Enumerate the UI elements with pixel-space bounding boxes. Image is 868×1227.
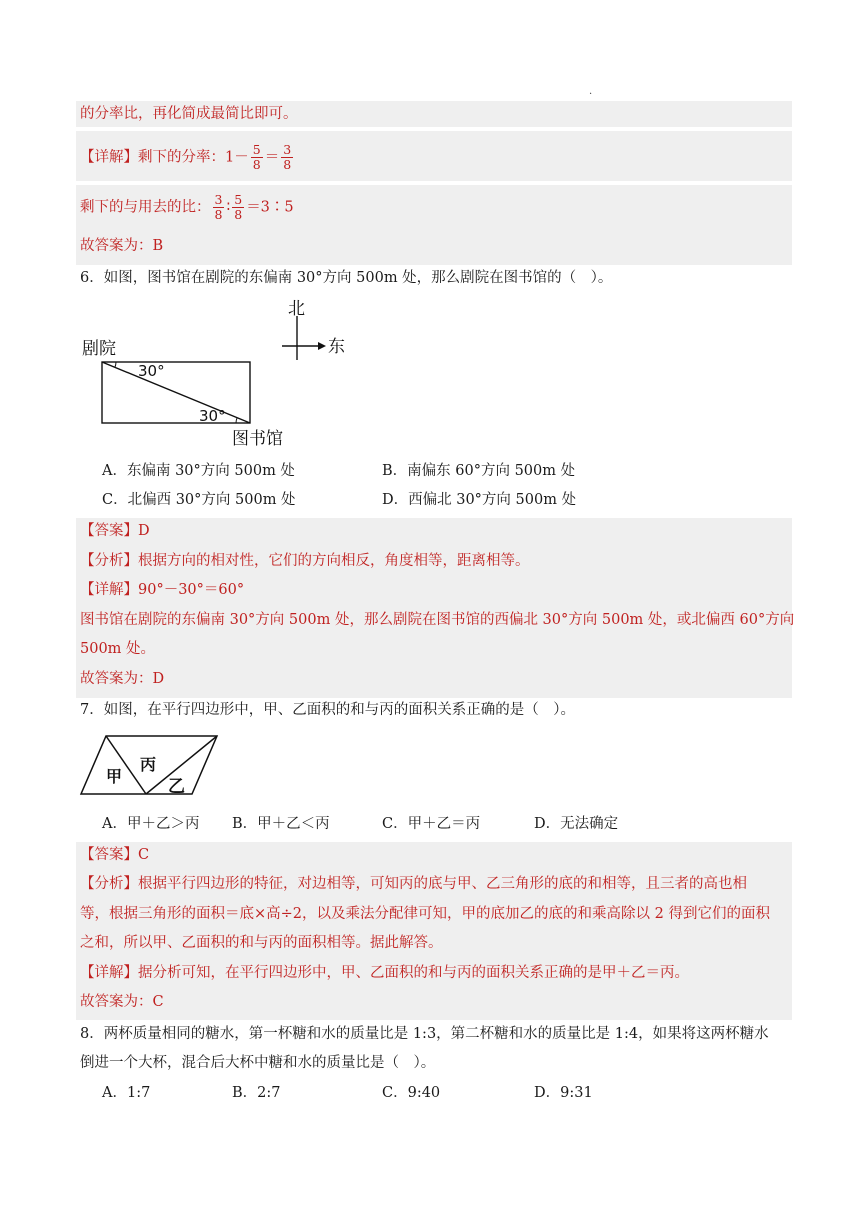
region-yi-label: 乙 — [168, 777, 185, 797]
q5-cont-text: 的分率比，再化简成最简比即可。 — [80, 106, 298, 122]
ratio-colon: ∶ — [226, 199, 231, 216]
q6-option-c: C．北偏西 30°方向 500m 处 — [102, 492, 296, 508]
q8-stem-line2: 倒进一个大杯，混合后大杯中糖和水的质量比是（ ）。 — [80, 1055, 436, 1071]
angle-arc-bottom — [236, 418, 237, 423]
q6-detail: 【详解】90°－30°＝60° — [80, 582, 245, 598]
compass-north-label: 北 — [288, 299, 305, 319]
q5-ratio-line — [80, 193, 294, 222]
q7-option-a: A．甲＋乙＞丙 — [102, 816, 200, 832]
q6-detail2-line2: 500m 处。 — [80, 641, 156, 657]
equals-sign: ＝ — [264, 149, 280, 166]
fraction-5-8-b: $\frac{5}{8}$ — [234, 192, 243, 222]
q7-option-c: C．甲＋乙＝丙 — [382, 816, 481, 832]
fraction-3-8-b: $\frac{3}{8}$ — [214, 192, 223, 222]
q8-option-c: C．9:40 — [382, 1085, 441, 1101]
ratio-prefix: 剩下的与用去的比： — [80, 199, 211, 216]
q7-analysis-line1: 【分析】根据平行四边形的特征，对边相等，可知丙的底与甲、乙三角形的底的和相等，且三者的高也相 — [80, 876, 747, 892]
q8-option-a: A．1:7 — [102, 1085, 151, 1101]
shade-q6-solution — [76, 518, 795, 698]
compass-arrow-icon — [318, 342, 326, 350]
q8-option-d: D．9:31 — [534, 1085, 593, 1101]
detail-label: 【详解】 — [80, 149, 138, 166]
fraction-3-8: $\frac{3}{8}$ — [283, 142, 292, 172]
q7-final: 故答案为：C — [80, 994, 164, 1010]
angle-arc-top — [115, 362, 116, 367]
theater-label: 剧院 — [82, 339, 116, 359]
q7-analysis-line2: 等，根据三角形的面积＝底×高÷2，以及乘法分配律可知，甲的底加乙的底的和乘高除以 2 得到它们的面积 — [80, 906, 770, 922]
q7-detail: 【详解】据分析可知，在平行四边形中，甲、乙面积的和与丙的面积关系正确的是甲＋乙＝丙。 — [80, 965, 689, 981]
ratio-result: ＝3∶5 — [246, 199, 294, 216]
q7-answer: 【答案】C — [80, 847, 150, 863]
q8-stem-line1: 8．两杯质量相同的糖水，第一杯糖和水的质量比是 1:3，第二杯糖和水的质量比是 1:4，如果将这两杯糖水 — [80, 1026, 769, 1042]
angle-label-bottom: 30° — [199, 407, 226, 425]
q6-figure — [78, 296, 358, 452]
diagonal-line — [102, 362, 250, 423]
q6-option-b: B．南偏东 60°方向 500m 处 — [382, 463, 576, 479]
q6-detail2-line1: 图书馆在剧院的东偏南 30°方向 500m 处，那么剧院在图书馆的西偏北 30°方向 500m 处，或北偏西 60°方向 — [80, 612, 795, 628]
q6-stem: 6．如图，图书馆在剧院的东偏南 30°方向 500m 处，那么剧院在图书馆的（ ）。 — [80, 270, 613, 286]
header-mark: . — [589, 86, 593, 97]
q7-stem: 7．如图，在平行四边形中，甲、乙面积的和与丙的面积关系正确的是（ ）。 — [80, 702, 575, 718]
shade-q7-solution — [76, 842, 792, 1020]
q8-option-b: B．2:7 — [232, 1085, 281, 1101]
region-bing-label: 丙 — [140, 755, 157, 774]
q6-option-d: D．西偏北 30°方向 500m 处 — [382, 492, 577, 508]
compass-east-label: 东 — [328, 337, 345, 357]
q7-analysis-line3: 之和，所以甲、乙面积的和与丙的面积相等。据此解答。 — [80, 935, 443, 951]
detail-prefix: 剩下的分率：1－ — [138, 149, 249, 166]
library-label: 图书馆 — [232, 429, 283, 449]
q6-option-a: A．东偏南 30°方向 500m 处 — [102, 463, 295, 479]
q5-detail-line — [80, 143, 295, 172]
fraction-5-8: $\frac{5}{8}$ — [252, 142, 261, 172]
q7-option-b: B．甲＋乙＜丙 — [232, 816, 330, 832]
q5-answer: 故答案为：B — [80, 238, 164, 254]
q6-answer: 【答案】D — [80, 523, 150, 539]
q6-final: 故答案为：D — [80, 671, 165, 687]
region-jia-label: 甲 — [106, 767, 123, 786]
angle-label-top: 30° — [138, 362, 165, 380]
q7-option-d: D．无法确定 — [534, 816, 619, 832]
q7-figure — [76, 730, 226, 800]
q6-analysis: 【分析】根据方向的相对性，它们的方向相反，角度相等，距离相等。 — [80, 553, 530, 569]
